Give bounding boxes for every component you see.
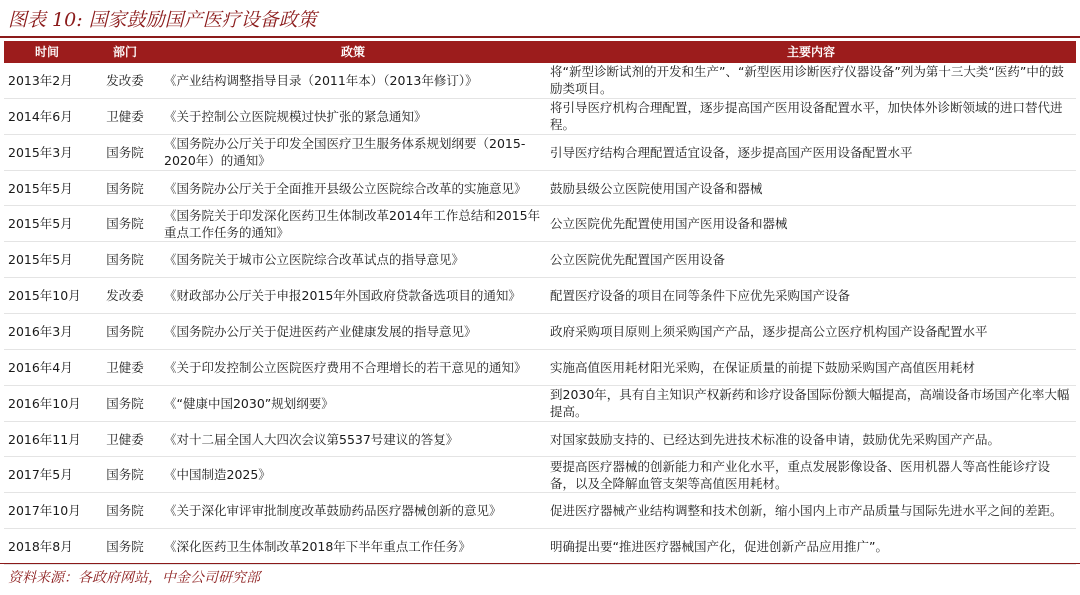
cell-policy [164, 99, 544, 134]
table-row [4, 63, 1076, 99]
cell-time [8, 135, 90, 170]
cell-policy [164, 242, 544, 277]
cell-dept [90, 242, 160, 277]
cell-policy [164, 529, 544, 564]
cell-policy [164, 457, 544, 492]
cell-dept [90, 135, 160, 170]
cell-policy-text: 《深化医药卫生体制改革2018年下半年重点工作任务》 [164, 539, 471, 555]
cell-content-text: 实施高值医用耗材阳光采购，在保证质量的前提下鼓励采购国产高值医用耗材 [550, 359, 976, 375]
cell-time [8, 350, 90, 385]
table-row [4, 206, 1076, 242]
cell-content [550, 171, 1072, 206]
table-row [4, 314, 1076, 350]
cell-dept-text: 国务院 [106, 216, 144, 232]
cell-time [8, 171, 90, 206]
cell-content-text: 引导医疗结构合理配置适宜设备，逐步提高国产医用设备配置水平 [550, 144, 913, 160]
cell-time-text: 2014年6月 [8, 108, 73, 124]
cell-content-text: 政府采购项目原则上须采购国产产品，逐步提高公立医疗机构国产设备配置水平 [550, 323, 988, 339]
table-row [4, 242, 1076, 278]
cell-content-text: 要提高医疗器械的创新能力和产业化水平，重点发展影像设备、医用机器人等高性能诊疗设备，以及全降解血管支架等高值医用耗材。 [550, 458, 1051, 491]
cell-time-text: 2016年11月 [8, 431, 81, 447]
cell-dept [90, 278, 160, 313]
cell-content [550, 422, 1072, 457]
cell-content [550, 99, 1072, 134]
cell-content-text: 将引导医疗机构合理配置，逐步提高国产医用设备配置水平，加快体外诊断领域的进口替代进程。 [550, 100, 1063, 133]
cell-time-text: 2015年5月 [8, 180, 73, 196]
cell-dept-text: 发改委 [106, 72, 144, 88]
cell-dept [90, 63, 160, 98]
figure-title: 图表 10: 国家鼓励国产医疗设备政策 [8, 9, 317, 31]
cell-policy-text: 《产业结构调整指导目录（2011年本）（2013年修订）》 [164, 72, 478, 88]
cell-dept [90, 314, 160, 349]
cell-content-text: 明确提出要“推进医疗器械国产化，促进创新产品应用推广”。 [550, 539, 888, 555]
cell-dept [90, 99, 160, 134]
cell-time [8, 63, 90, 98]
cell-policy [164, 314, 544, 349]
cell-policy-text: 《国务院关于城市公立医院综合改革试点的指导意见》 [164, 252, 465, 268]
cell-content-text: 促进医疗器械产业结构调整和技术创新，缩小国内上市产品质量与国际先进水平之间的差距。 [550, 503, 1063, 519]
cell-content [550, 529, 1072, 564]
cell-dept [90, 493, 160, 528]
cell-dept-text: 卫健委 [106, 431, 144, 447]
cell-dept-text: 国务院 [106, 180, 144, 196]
cell-dept-text: 国务院 [106, 395, 144, 411]
cell-dept-text: 卫健委 [106, 359, 144, 375]
cell-content [550, 242, 1072, 277]
table-row [4, 386, 1076, 422]
cell-dept-text: 发改委 [106, 288, 144, 304]
cell-dept [90, 386, 160, 421]
table-row [4, 278, 1076, 314]
table-body [4, 63, 1076, 565]
cell-content [550, 350, 1072, 385]
cell-time [8, 422, 90, 457]
cell-content-text: 配置医疗设备的项目在同等条件下应优先采购国产设备 [550, 288, 851, 304]
cell-content-text: 鼓励县级公立医院使用国产设备和器械 [550, 180, 763, 196]
cell-time-text: 2015年10月 [8, 288, 81, 304]
cell-policy [164, 422, 544, 457]
cell-content [550, 278, 1072, 313]
cell-policy [164, 493, 544, 528]
cell-time-text: 2015年3月 [8, 144, 73, 160]
cell-dept-text: 国务院 [106, 503, 144, 519]
table-row [4, 422, 1076, 458]
cell-time [8, 457, 90, 492]
cell-content [550, 135, 1072, 170]
cell-content [550, 493, 1072, 528]
cell-content-text: 对国家鼓励支持的、已经达到先进技术标准的设备申请，鼓励优先采购国产产品。 [550, 431, 1001, 447]
cell-policy-text: 《国务院关于印发深化医药卫生体制改革2014年工作总结和2015年重点工作任务的通知》 [164, 207, 541, 240]
cell-policy-text: 《关于控制公立医院规模过快扩张的紧急通知》 [164, 108, 427, 124]
cell-content-text: 将“新型诊断试剂的开发和生产”、“新型医用诊断医疗仪器设备”列为第十三大类“医药”中的鼓励类项目。 [550, 64, 1064, 97]
cell-dept-text: 国务院 [106, 252, 144, 268]
cell-time-text: 2017年5月 [8, 467, 73, 483]
cell-dept-text: 国务院 [106, 539, 144, 555]
cell-content-text: 到2030年，具有自主知识产权新药和诊疗设备国际份额大幅提高，高端设备市场国产化率大幅提高。 [550, 387, 1070, 420]
cell-policy [164, 63, 544, 98]
cell-time [8, 493, 90, 528]
cell-time-text: 2016年3月 [8, 323, 73, 339]
table-row [4, 457, 1076, 493]
source-note: 资料来源：各政府网站，中金公司研究部 [8, 570, 260, 586]
cell-content [550, 314, 1072, 349]
cell-time [8, 314, 90, 349]
table-row [4, 350, 1076, 386]
cell-dept-text: 国务院 [106, 144, 144, 160]
footer-divider [0, 563, 1080, 564]
cell-time [8, 242, 90, 277]
cell-policy-text: 《关于深化审评审批制度改革鼓励药品医疗器械创新的意见》 [164, 503, 502, 519]
header-content: 主要内容 [786, 45, 835, 59]
table-row [4, 135, 1076, 171]
cell-time [8, 206, 90, 241]
cell-dept-text: 国务院 [106, 323, 144, 339]
cell-dept [90, 457, 160, 492]
cell-dept [90, 171, 160, 206]
cell-time-text: 2015年5月 [8, 252, 73, 268]
cell-policy-text: 《关于印发控制公立医院医疗费用不合理增长的若干意见的通知》 [164, 359, 527, 375]
cell-policy-text: 《“健康中国2030”规划纲要》 [164, 395, 334, 411]
table-row [4, 529, 1076, 565]
cell-time [8, 529, 90, 564]
cell-time [8, 99, 90, 134]
cell-time [8, 278, 90, 313]
cell-policy-text: 《国务院办公厅关于全面推开县级公立医院综合改革的实施意见》 [164, 180, 527, 196]
cell-policy-text: 《财政部办公厅关于申报2015年外国政府贷款备选项目的通知》 [164, 288, 521, 304]
cell-time-text: 2015年5月 [8, 216, 73, 232]
cell-time-text: 2017年10月 [8, 503, 81, 519]
table-row [4, 99, 1076, 135]
title-divider [0, 36, 1080, 38]
cell-dept [90, 422, 160, 457]
table-header [4, 41, 1076, 63]
cell-time [8, 386, 90, 421]
cell-policy [164, 350, 544, 385]
cell-dept [90, 350, 160, 385]
cell-policy [164, 135, 544, 170]
cell-content-text: 公立医院优先配置使用国产医用设备和器械 [550, 216, 788, 232]
cell-policy-text: 《对十二届全国人大四次会议第5537号建议的答复》 [164, 431, 459, 447]
cell-policy-text: 《国务院办公厅关于印发全国医疗卫生服务体系规划纲要（2015-2020年）的通知》 [164, 136, 526, 169]
cell-time-text: 2018年8月 [8, 539, 73, 555]
cell-content [550, 206, 1072, 241]
cell-content [550, 63, 1072, 98]
table-row [4, 493, 1076, 529]
cell-time-text: 2013年2月 [8, 72, 73, 88]
table-row [4, 171, 1076, 207]
cell-policy-text: 《中国制造2025》 [164, 467, 271, 483]
cell-time-text: 2016年10月 [8, 395, 81, 411]
cell-policy [164, 278, 544, 313]
cell-dept-text: 国务院 [106, 467, 144, 483]
cell-policy [164, 171, 544, 206]
cell-time-text: 2016年4月 [8, 359, 73, 375]
cell-dept [90, 206, 160, 241]
header-dept: 部门 [112, 45, 137, 59]
cell-policy [164, 386, 544, 421]
cell-content [550, 457, 1072, 492]
cell-content-text: 公立医院优先配置国产医用设备 [550, 252, 726, 268]
cell-policy [164, 206, 544, 241]
cell-content [550, 386, 1072, 421]
header-policy: 政策 [340, 45, 365, 59]
header-time: 时间 [34, 45, 59, 59]
cell-policy-text: 《国务院办公厅关于促进医药产业健康发展的指导意见》 [164, 323, 477, 339]
cell-dept [90, 529, 160, 564]
cell-dept-text: 卫健委 [106, 108, 144, 124]
